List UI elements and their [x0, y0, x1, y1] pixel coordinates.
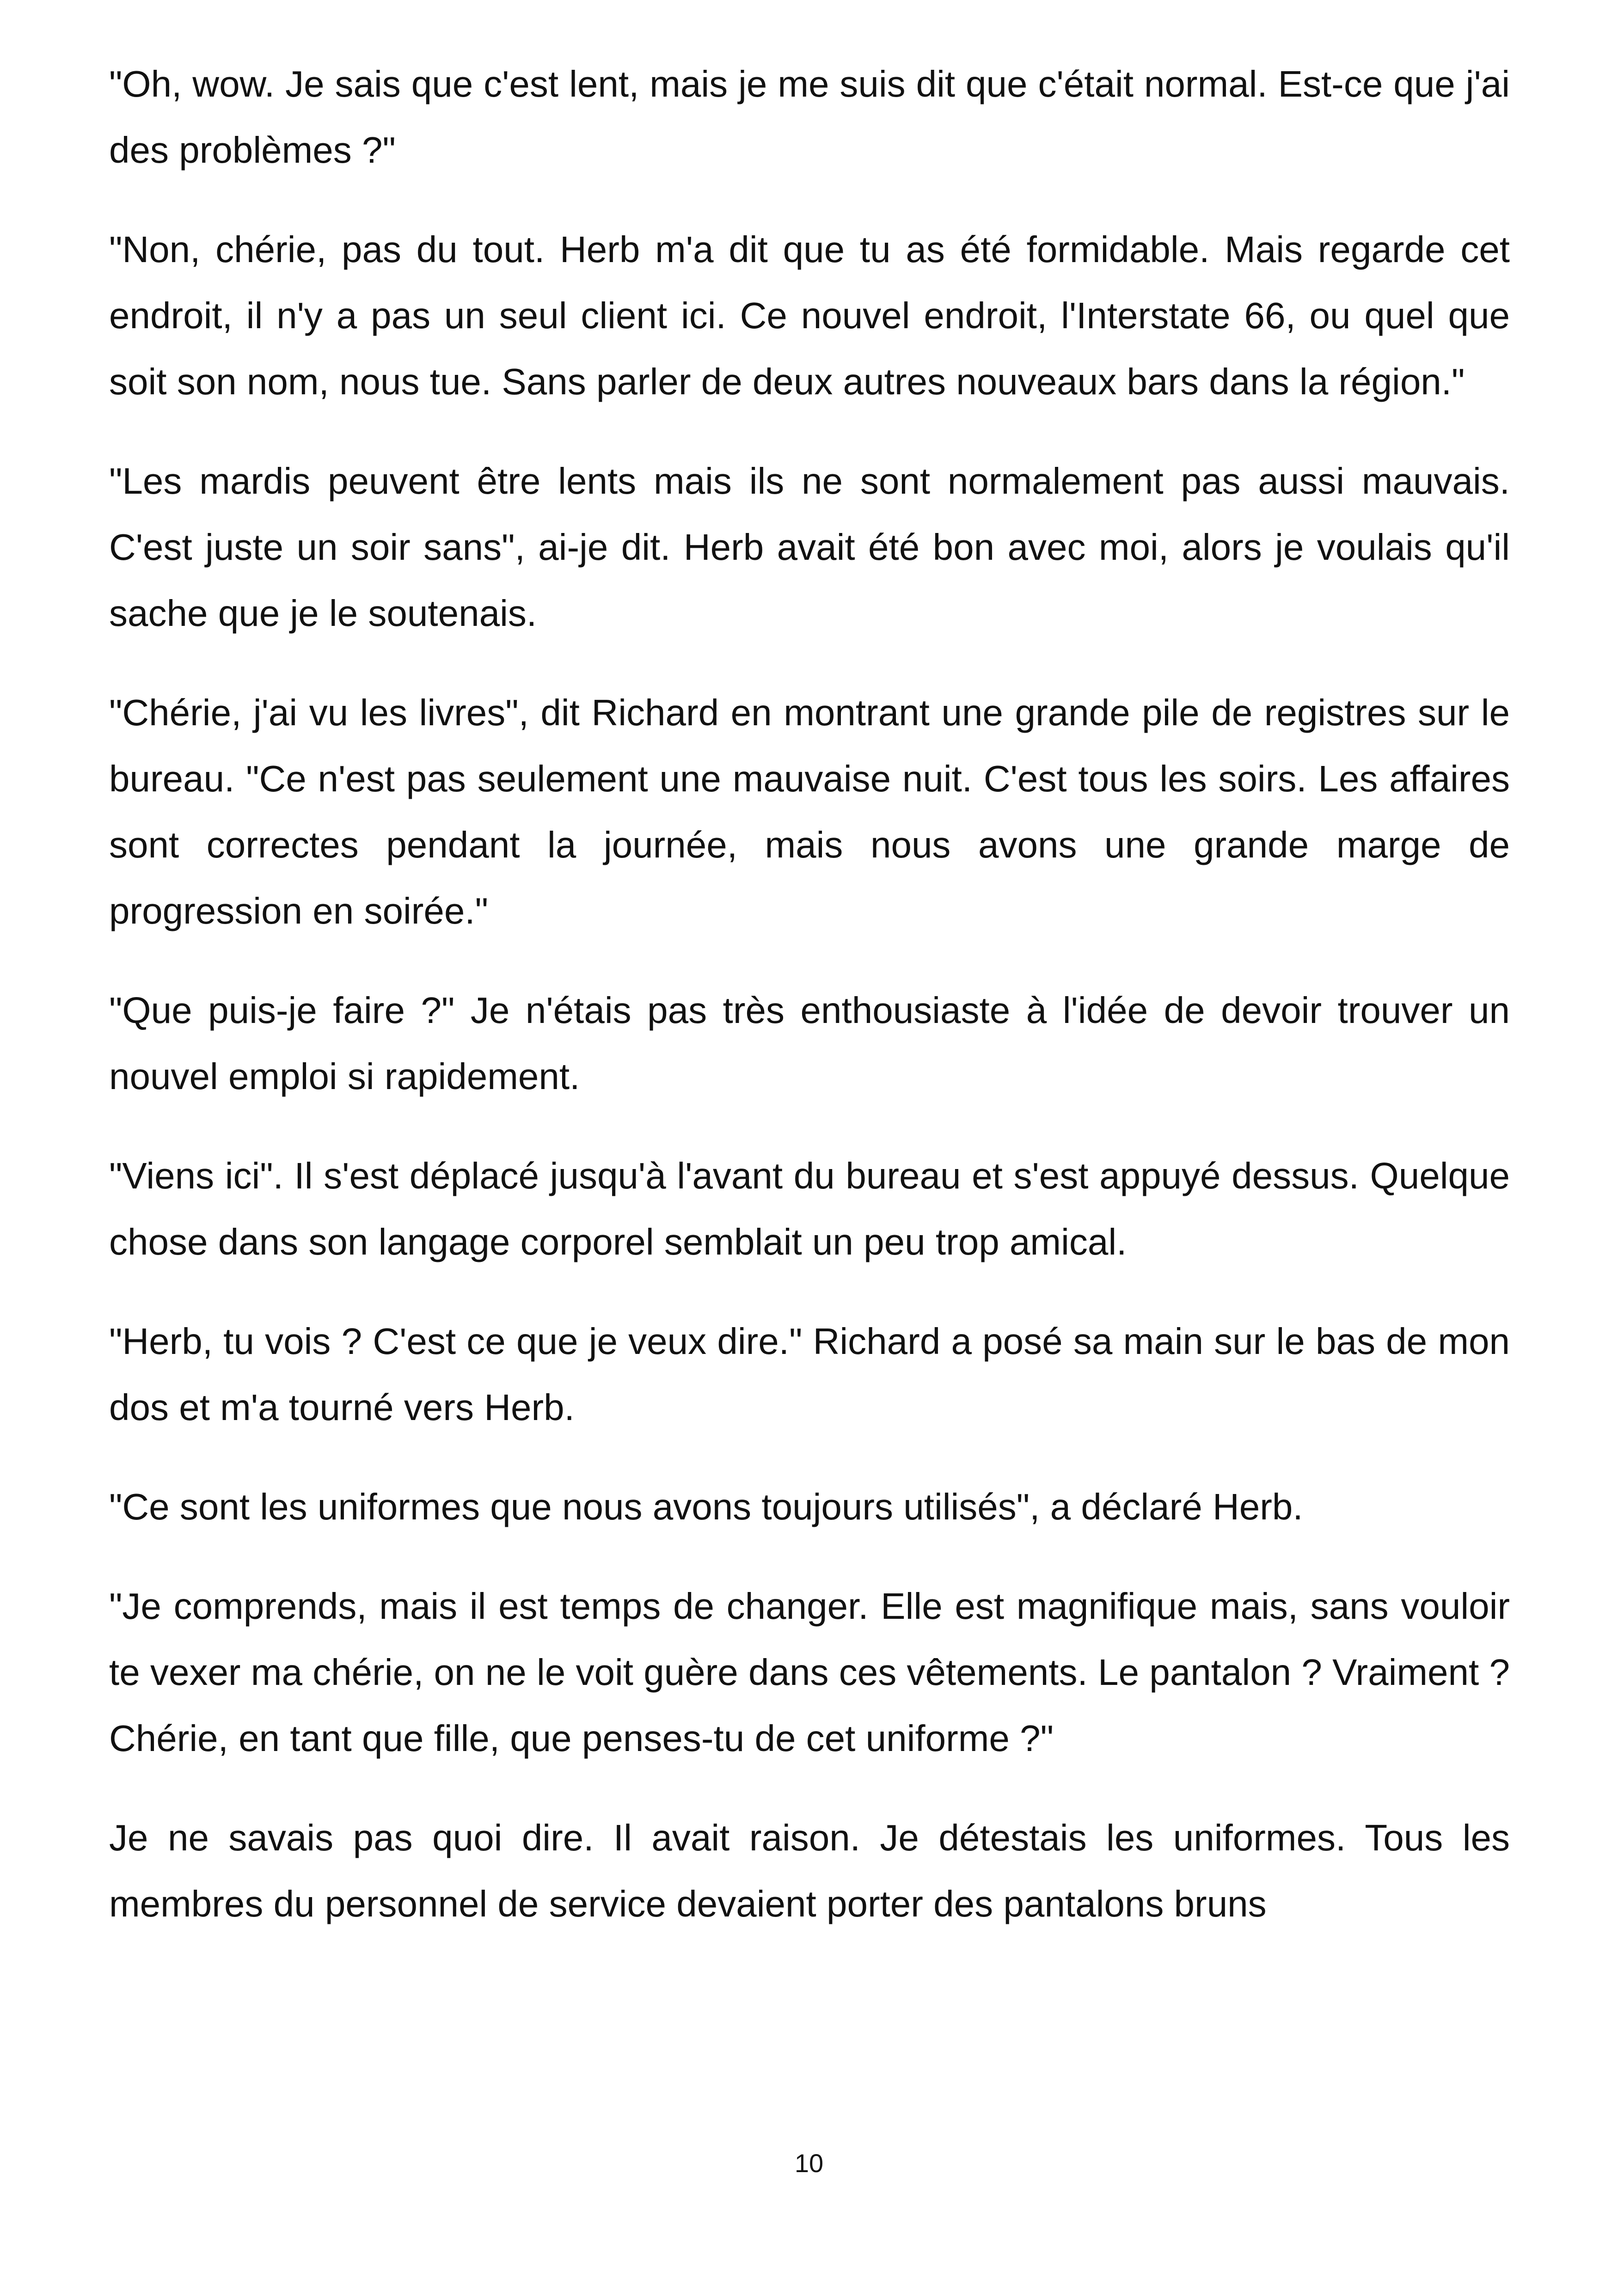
body-text [109, 51, 1510, 1937]
paragraph-6: "Viens ici". Il s'est déplacé jusqu'à l'avant du bureau et s'est appuyé dessus. Quelque chose dans son langage corporel semblait un peu trop amical. [109, 1155, 1510, 1262]
paragraph-2: "Non, chérie, pas du tout. Herb m'a dit que tu as été formidable. Mais regarde cet endroit, il n'y a pas un seul client ici. Ce nouvel endroit, l'Interstate 66, ou quel que soit son nom, nous tue. Sans parler de deux autres nouveaux bars dans la région." [109, 229, 1510, 402]
paragraph-3: "Les mardis peuvent être lents mais ils ne sont normalement pas aussi mauvais. C'est juste un soir sans", ai-je dit. Herb avait été bon avec moi, alors je voulais qu'il sache que je le soutenais. [109, 460, 1510, 634]
paragraph-5: "Que puis-je faire ?" Je n'étais pas très enthousiaste à l'idée de devoir trouver un nouvel emploi si rapidement. [109, 990, 1510, 1097]
paragraph-7: "Herb, tu vois ? C'est ce que je veux dire." Richard a posé sa main sur le bas de mon dos et m'a tourné vers Herb. [109, 1321, 1510, 1428]
page-number: 10 [794, 2149, 824, 2178]
paragraph-9: "Je comprends, mais il est temps de changer. Elle est magnifique mais, sans vouloir te vexer ma chérie, on ne le voit guère dans ces vêtements. Le pantalon ? Vraiment ? Chérie, en tant que fille, que penses-tu de cet uniforme ?" [109, 1586, 1510, 1759]
paragraph-8: "Ce sont les uniformes que nous avons toujours utilisés", a déclaré Herb. [109, 1486, 1303, 1527]
paragraph-1: "Oh, wow. Je sais que c'est lent, mais je me suis dit que c'était normal. Est-ce que j'ai des problèmes ?" [109, 63, 1510, 171]
paragraph-4: "Chérie, j'ai vu les livres", dit Richard en montrant une grande pile de registres sur le bureau. "Ce n'est pas seulement une mauvaise nuit. C'est tous les soirs. Les affaires sont correctes pendant la journée, mais nous avons une grande marge de progression en soirée." [109, 692, 1510, 931]
paragraph-10: Je ne savais pas quoi dire. Il avait raison. Je détestais les uniformes. Tous les membres du personnel de service devaient porter des pantalons bruns [109, 1817, 1510, 1924]
